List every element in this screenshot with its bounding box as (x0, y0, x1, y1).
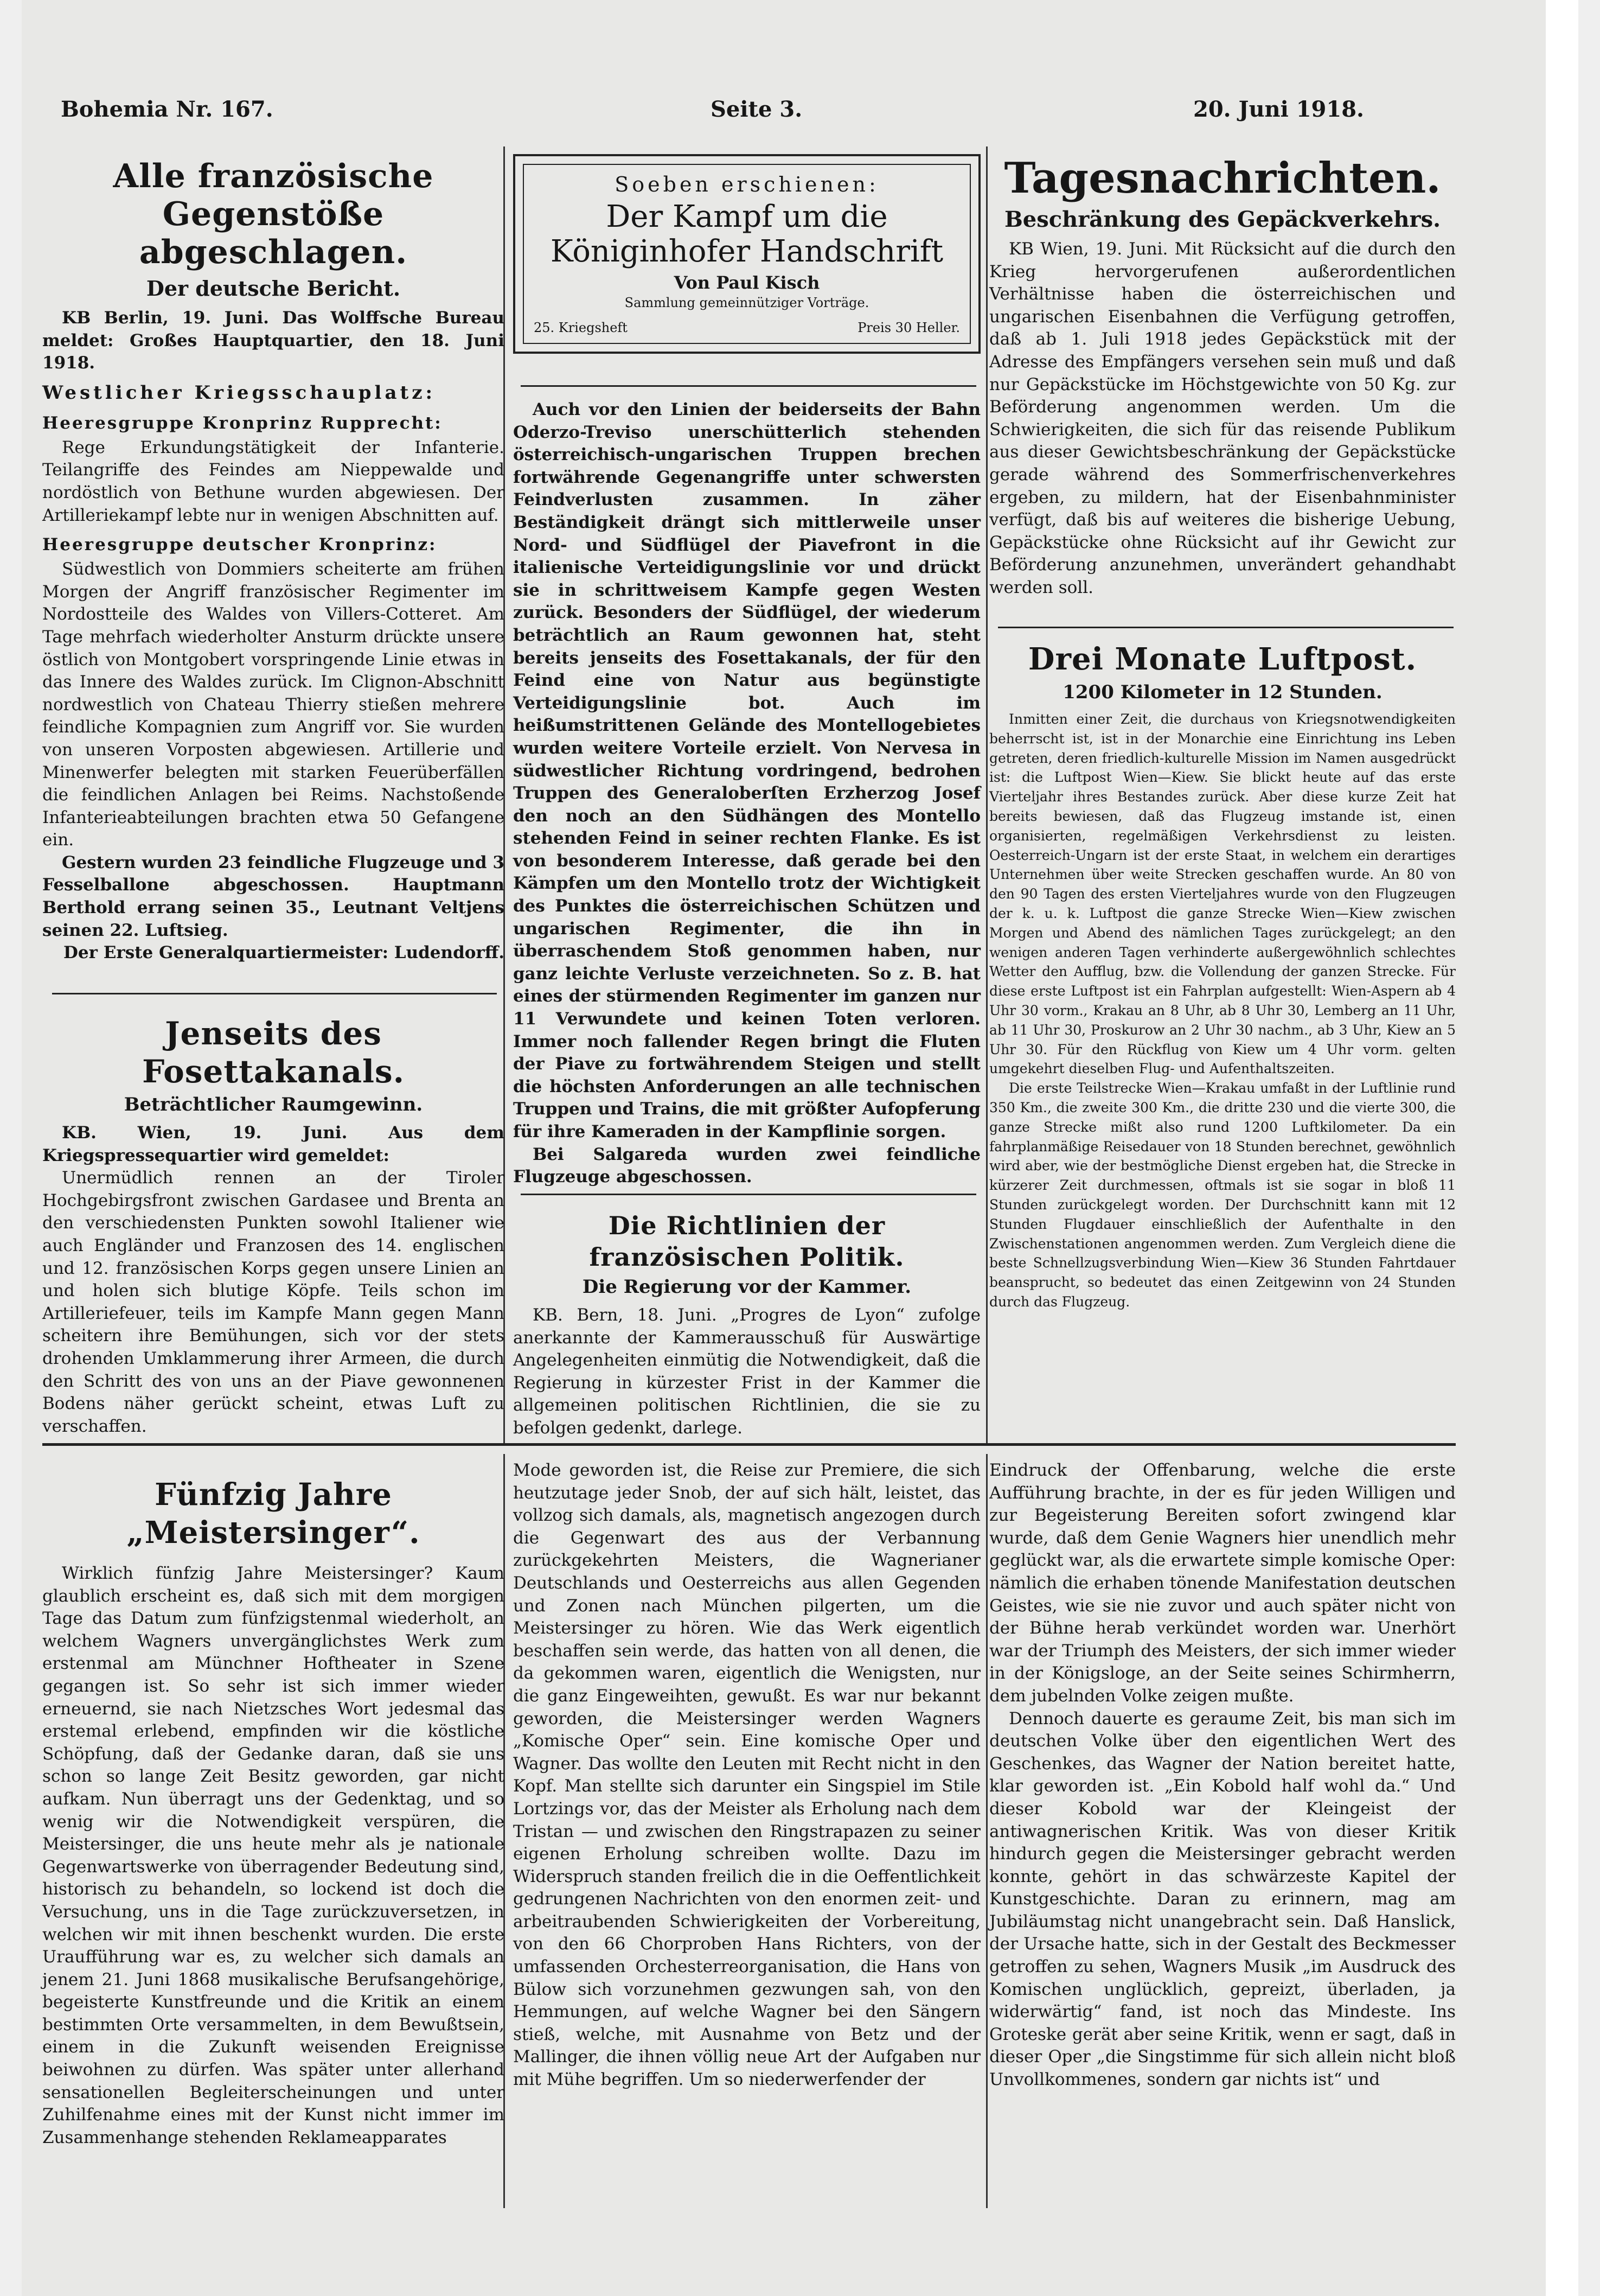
paragraph: KB. Bern, 18. Juni. „Progres de Lyon“ zufolge anerkannte der Kammerausschuß für Auswärtige Angelegenheiten einmütig die Notwendigkeit, daß die Regierung in kürzester Frist in der Kammer die allgemeinen politischen Richtlinien, die sie zu befolgen gedenkt, darlege. (513, 1305, 981, 1438)
header-page-number: Seite 3. (711, 97, 803, 122)
paragraph: Die erste Teilstrecke Wien—Krakau umfaßt in der Luftlinie rund 350 Km., die zweite 300 Km., die dritte 230 und die vierte 300, die ganze Strecke mißt also rund 1200 Luftkilometer. Da ein fahrplanmäßige Reisedauer von 18 Stunden berechnet, gewöhnlich wird aber, wie der bestmögliche Dienst ergeben hat, die Strecke in kürzerer Zeit durchmessen, oftmals ist sie sogar in bloß 11 Stunden zurückgelegt worden. Der Durchschnitt kann mit 12 Stunden Flugdauer einschließlich der Aufenthalte in den Zwischenstationen angenommen werden. Zum Vergleich diene die beste Schnellzugsverbindung Wien—Kiew 36 Stunden Fahrtdauer beansprucht, so bedeutet das einen Zeitgewinn von 24 Stunden durch das Flugzeug. (989, 1080, 1456, 1310)
article-piave-front (513, 399, 981, 1189)
header-date: 20. Juni 1918. (1193, 97, 1364, 122)
article-airmail (989, 640, 1456, 1312)
section-label: Westlicher Kriegsschauplatz: (42, 381, 436, 404)
headline: Alle französische Gegenstöße abgeschlagen. (113, 157, 434, 271)
paragraph: Gestern wurden 23 feindliche Flugzeuge und 3 Fesselballone abgeschossen. Hauptmann Berthold errang seinen 35., Leutnant Veltjens seinen 22. Luftsieg. (42, 852, 504, 940)
army-group-label: Heeresgruppe Kronprinz Rupprecht: (42, 413, 443, 433)
article-french-politics (513, 1210, 981, 1440)
headline: Jenseits des Fosettakanals. (142, 1015, 405, 1090)
column-rule (986, 1454, 988, 2208)
section-headline: Tagesnachrichten. (1004, 154, 1441, 203)
article-rule (998, 627, 1454, 628)
feuilleton-rule (42, 1443, 1456, 1446)
ad-series: Sammlung gemeinnütziger Vorträge. (624, 295, 869, 310)
article-meistersinger (42, 1476, 504, 2149)
subheadline: Beträchtlicher Raumgewinn. (124, 1094, 423, 1115)
paragraph: KB Wien, 19. Juni. Mit Rücksicht auf die durch den Krieg hervorgerufenen außerordentlichen Verhältnisse haben die österreichischen und ungarischen Eisenbahnen die Verfügung getroffen, daß ab 1. Juli 1918 jedes Gepäckstück mit der Adresse des Empfängers versehen sein muß und daß nur Gepäckstücke im Höchstgewichte von 50 Kg. zur Beförderung angenommen werden. Um die Schwierigkeiten, die sich für das reisende Publikum aus dieser Gewichtsbeschränkung der Gepäckstücke gerade während des Sommerfrischenverkehres ergeben, zu mildern, hat der Eisenbahnminister verfügt, daß bis auf weiteres die bisherige Uebung, Gepäckstücke ohne Rücksicht auf ihr Gewicht zur Beförderung anzunehmen, unverändert gehandhabt werden soll. (989, 239, 1456, 597)
paragraph: Südwestlich von Dommiers scheiterte am frühen Morgen der Angriff französischer Regimenter im Nordostteile des Waldes von Villers-Cotteret. Am Tage mehrfach wiederholter Ansturm drückte unsere östlich von Montgobert vorspringende Linie etwas in das Innere des Waldes zurück. Im Clignon-Abschnitt nordwestlich von Chateau Thierry stießen mehrere feindliche Kompagnien zum Angriff vor. Sie wurden von unseren Vorposten abgewiesen. Artillerie und Minenwerfer belegten mit starken Feuerüberfällen die feindlichen Anlagen bei Reims. Nachstoßende Infanterieabteilungen brachten etwa 50 Gefangene ein. (42, 559, 504, 850)
subheadline: 1200 Kilometer in 12 Stunden. (1063, 681, 1383, 703)
ad-author: Von Paul Kisch (674, 272, 820, 293)
article-meistersinger-conclusion (989, 1459, 1456, 2091)
article-meistersinger-continued (513, 1459, 981, 2091)
paragraph: Eindruck der Offenbarung, welche die erste Aufführung brachte, in der es für jeden Willigen und zur Begeisterung Bereiten sofort zwingend klar wurde, daß dem Genie Wagners hier unendlich mehr geglückt war, als die erwartete simple komische Oper: nämlich die erhaben tönende Manifestation deutschen Geistes, wie sie nie zuvor und auch später nicht von der Bühne herab verkündet worden war. Unerhört war der Triumph des Meisters, der sich immer wieder in der Königsloge, an der Seite seines Schirmherrn, dem jubelnden Volke zeigen mußte. (989, 1460, 1456, 1706)
paragraph: Unermüdlich rennen an der Tiroler Hochgebirgsfront zwischen Gardasee und Brenta an den verschiedensten Punkten sowohl Italiener wie auch Engländer und Franzosen des 14. englischen und 12. französischen Korps gegen unsere Linien an und holen sich blutige Köpfe. Teils schon im Artilleriefeuer, teils im Kampfe Mann gegen Mann scheitern ihre Bemühungen, sich vor der stets drohenden Umklammerung ihrer Armeen, die durch den Schritt des von uns an der Piave gewonnenen Bodens näher gerückt scheint, etwas Luft zu verschaffen. (42, 1168, 504, 1436)
army-group-label: Heeresgruppe deutscher Kronprinz: (42, 535, 437, 555)
subheadline: Beschränkung des Gepäckverkehrs. (1004, 207, 1441, 232)
subheadline: Der deutsche Bericht. (146, 276, 401, 301)
paragraph: Bei Salgareda wurden zwei feindliche Flugzeuge abgeschossen. (513, 1144, 981, 1187)
ad-kicker: Soeben erschienen: (615, 173, 879, 196)
article-fosetta-canal (42, 1015, 504, 1438)
headline: Drei Monate Luftpost. (1028, 641, 1417, 677)
column-rule (986, 146, 988, 1443)
paragraph: Mode geworden ist, die Reise zur Premiere, die sich heutzutage jeder Snob, der auf sich hält, leistet, das vollzog sich damals, als, magnetisch angezogen durch die Gegenwart des aus der Verbannung zurückgekehrten Meisters, die Wagnerianer Deutschlands und Oesterreichs aus allen Gegenden und Zonen nach München pilgerten, um die Meistersinger zu hören. Wie das Werk eigentlich beschaffen sein werde, das hatten von all denen, die da gekommen waren, eigentlich die Wenigsten, nur die ganz Eingeweihten, gewußt. Es war nur bekannt geworden, die Meistersinger werden Wagners „Komische Oper“ sein. Eine komische Oper und Wagner. Das wollte den Leuten mit Recht nicht in den Kopf. Man stellte sich darunter ein Singspiel im Stile Lortzings vor, das der Meister als Erholung nach dem Tristan — und zwischen den Ringstrapazen zu seiner eigenen Erholung schreiben wollte. Dazu im Widerspruch standen freilich die in die Oeffentlichkeit gedrungenen Nachrichten von den enormen zeit- und arbeitraubenden Schwierigkeiten der Vorbereitung, von den 66 Chorproben Hans Richters, von der umfassenden Orchesterreorganisation, die Hans von Bülow sich vorzunehmen gezwungen sah, von den Hemmungen, auf welche Wagner bei den Sängern stieß, welche, mit Ausnahme von Betz und der Mallinger, die ihnen völlig neue Art der Aufgaben nur mit Mühe begriffen. Um so niederwerfender der (513, 1460, 981, 2090)
headline: Fünfzig Jahre „Meistersinger“. (126, 1477, 420, 1551)
ad-price: Preis 30 Heller. (857, 320, 960, 335)
advertisement-box (513, 154, 981, 354)
article-rule (52, 993, 497, 994)
dateline: KB. Wien, 19. Juni. Aus dem Kriegspressequartier wird gemeldet: (42, 1123, 504, 1165)
paragraph: Dennoch dauerte es geraume Zeit, bis man sich im deutschen Volke über den eigentlichen Wert des Geschenkes, das Wagner der Nation bereitet hatte, klar geworden ist. „Ein Kobold half wohl da.“ Und dieser Kobold war der Kleingeist der antiwagnerischen Kritik. Was von dieser Kritik hindurch gegen die Meistersinger gebracht werden konnte, gehört in das schwärzeste Kapitel der Kunstgeschichte. Daran zu erinnern, mag am Jubiläumstag nicht unangebracht sein. Daß Hanslick, der Ursache hatte, sich in der Gestalt des Beckmesser getroffen zu sehen, Wagners Musik „im Ausdruck des Komischen unglücklich, gepreizt, überladen, ja widerwärtig“ fand, ist noch das Mindeste. Ins Groteske gerät aber seine Kritik, wenn er sagt, daß in dieser Oper „die Singstimme für sich allein nicht bloß Unvollkommenes, sondern gar nichts ist“ und (989, 1708, 1456, 2090)
headline: Die Richtlinien der französischen Politik. (589, 1211, 905, 1272)
paragraph: Rege Erkundungstätigkeit der Infanterie. Teilangriffe des Feindes am Nieppewalde und nordöstlich von Bethune wurden abgewiesen. Der Artilleriekampf lebte nur in wenigen Abschnitten auf. (42, 437, 504, 525)
paragraph: Inmitten einer Zeit, die durchaus von Kriegsnotwendigkeiten beherrscht ist, ist in der Monarchie eine Einrichtung ins Leben getreten, deren friedlich-kulturelle Mission im Namen ausgedrückt ist: die Luftpost Wien—Kiew. Sie blickt heute auf das erste Vierteljahr ihres Bestandes zurück. Aber diese kurze Zeit hat bereits bewiesen, daß das Flugzeug imstande ist, einen organisierten, regelmäßigen Verkehrsdienst zu leisten. Oesterreich-Ungarn ist der erste Staat, in welchem ein derartiges Unternehmen über weite Strecken geschaffen wurde. An 80 von den 90 Tagen des ersten Vierteljahres wurde von den Flugzeugen der k. u. k. Luftpost die ganze Strecke Wien—Kiew zwischen Morgen und Abend des nämlichen Tages zurückgelegt; an den wenigen anderen Tagen verhinderte außergewöhnlich schlechtes Wetter den Aufflug, bzw. die Vollendung der ganzen Strecke. Für diese erste Luftpost ist ein Fahrplan aufgestellt: Wien-Aspern ab 4 Uhr 30 vorm., Krakau an 8 Uhr, ab 8 Uhr 30, Lemberg an 11 Uhr, ab 11 Uhr 30, Proskurow an 2 Uhr 30 nachm., ab 3 Uhr, Kiew an 5 Uhr 30. Für den Rückflug von Kiew um 4 Uhr vorm. gelten umgekehrt dieselben Flug- und Aufenthaltszeiten. (989, 711, 1456, 1077)
ad-bottom-rule (521, 385, 976, 387)
dateline: KB Berlin, 19. Juni. Das Wolffsche Bureau meldet: Großes Hauptquartier, den 18. Juni 1918. (42, 308, 504, 373)
header-issue: Bohemia Nr. 167. (61, 97, 273, 122)
article-french-counterattacks (42, 157, 504, 965)
paragraph: Auch vor den Linien der beiderseits der Bahn Oderzo-Treviso unerschütterlich stehenden österreichisch-ungarischen Truppen brechen fortwährende Gegenangriffe unter schwersten Feindverlusten zusammen. In zäher Beständigkeit drängt sich mittlerweile unser Nord- und Südflügel der Piavefront in die italienische Verteidigungslinie vor und drückt sie in schrittweisem Kampfe gegen Westen zurück. Besonders der Südflügel, der wiederum beträchtlich an Raum gewonnen hat, steht bereits jenseits des Fosettakanals, der für den Feind eine von Natur aus begünstigte Verteidigungslinie bot. Auch im heißumstrittenen Gelände des Montellogebietes wurden weitere Vorteile erzielt. Von Nervesa in südwestlicher Richtung vordringend, bedrohen Truppen des Generaloberſten Erzherzog Josef den noch an den Südhängen des Montello stehenden Feind in seiner rechten Flanke. Es ist von besonderem Interesse, daß gerade bei den Kämpfen um den Montello trotz der Wichtigkeit des Punktes die österreichischen Schützen und ungarischen Regimenter, die ihn in überraschendem Stoß genommen haben, nur ganz leichte Verluste verzeichneten. So z. B. hat eines der stürmenden Regimenter im ganzen nur 11 Verwundete und keinen Toten verloren. Immer noch fallender Regen bringt die Fluten der Piave zu fortwährendem Steigen und stellt die höchsten Anforderungen an alle technischen Truppen und Trains, die mit größter Aufopferung für ihre Kameraden in der Kampflinie sorgen. (513, 400, 981, 1141)
paragraph: Wirklich fünfzig Jahre Meistersinger? Kaum glaublich erscheint es, daß sich mit dem morgigen Tage das Datum zum fünfzigstenmal wiederholt, an welchem Wagners unvergänglichstes Werk zum erstenmal am Münchner Hoftheater in Szene gegangen ist. So sehr ist sich immer wieder erneuernd, sie nach Nietzsches Wort jedesmal das erstemal erlebend, empfinden wir die köstliche Schöpfung, daß der Gedanke daran, daß sie uns schon so lange Zeit Besitz geworden, gar nicht aufkam. Nun überragt uns der Gedenktag, und so wenig wir die Notwendigkeit verspüren, die Meistersinger, die uns heute mehr als je nationale Gegenwartswerke von überragender Bedeutung sind, historisch zu behandeln, so lockend ist doch die Versuchung, uns in die Tage zurückzuversetzen, in welchen wir mit ihnen beschenkt wurden. Die erste Uraufführung war es, zu welcher sich damals an jenem 21. Juni 1868 musikalische Berufsangehörige, begeisterte Kunstfreunde und die Kritik an einem bestimmten Orte versammelten, in dem Bewußtsein, einem in die Zukunft weisenden Ereignisse beiwohnen zu dürfen. Was später unter allerhand sensationellen Begleiterscheinungen und unter Zuhilfenahme eines mit der Kunst nicht immer im Zusammenhange stehenden Reklameapparates (42, 1564, 504, 2147)
signature: Der Erste Generalquartiermeister: Ludendorff. (63, 943, 504, 963)
article-daily-news (989, 155, 1456, 599)
subheadline: Die Regierung vor der Kammer. (582, 1276, 912, 1298)
ad-title: Der Kampf um die Königinhofer Handschrift (550, 199, 944, 269)
ad-issue: 25. Kriegsheft (534, 320, 628, 335)
page-edge (1546, 0, 1578, 2296)
article-rule (521, 1194, 976, 1195)
